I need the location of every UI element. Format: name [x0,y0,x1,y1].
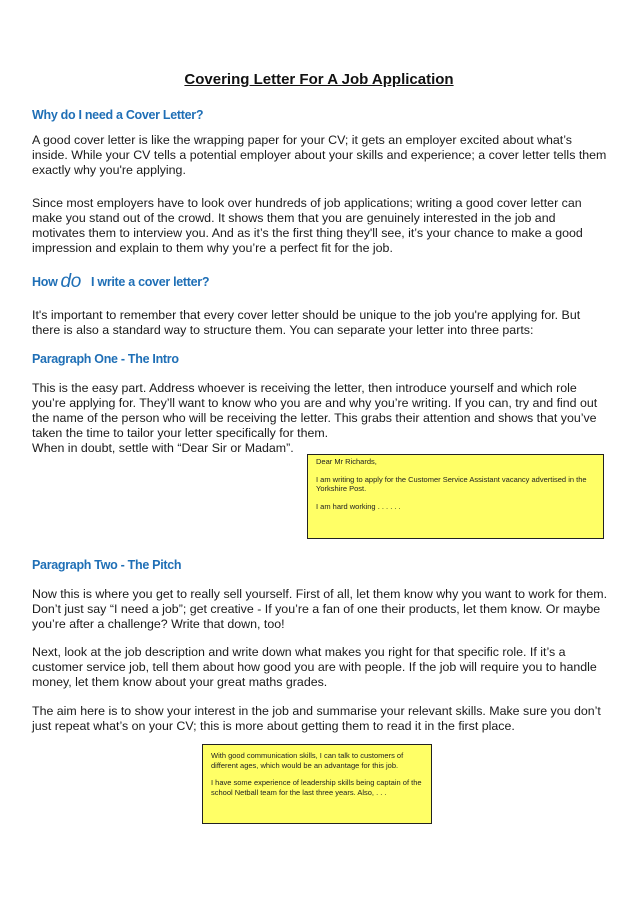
heading-paragraph-two: Paragraph Two - The Pitch [32,558,182,572]
example-note-pitch [202,744,432,824]
paragraph-one-text: This is the easy part. Address whoever is receiving the letter, then introduce yourself and which role you’re applying for. They’ll want to know who you are and why you’re writing. If you can, try and find out the name of the person who will be receiving the letter. This grabs their attention and shows that you’ve taken the time to tailor your letter specifically for them. [32,381,598,440]
heading-why-cover-letter: Why do I need a Cover Letter? [32,108,204,122]
how-heading-start: How [32,275,58,289]
why-paragraph-1: A good cover letter is like the wrapping paper for your CV; it gets an employer excited about what’s inside. While your CV tells a potential employer about your skills and experience; a cover letter tells them exactly why you're applying. [32,133,607,177]
paragraph-two-text-1: Now this is where you get to really sell yourself. First of all, let them know why you want to work for them. Don’t just say “I need a job”; get creative - If you’re a fan of one their products, let them know. Or maybe you’re after a challenge? Write that down, too! [32,587,608,631]
why-paragraph-2: Since most employers have to look over hundreds of job applications; writing a good cover letter can make you stand out of the crowd. It shows them that you are genuinely interested in the job and motivates them to interview you. And as it’s the first thing they'll see, it’s your chance to make a good impression and explain to them why you’re a perfect fit for the job. [32,196,583,255]
how-heading-end: I write a cover letter? [91,275,210,289]
document-title: Covering Letter For A Job Application [184,71,454,88]
how-heading-italic: do [60,271,82,292]
note-intro-line-1: Dear Mr Richards, [316,457,377,466]
paragraph-two-text-3: The aim here is to show your interest in the job and summarise your relevant skills. Make sure you don’t just repeat what’s on your CV; this is more about getting them to read it in the first place. [32,704,601,733]
note-pitch-line-2: I have some experience of leadership skills being captain of the school Netball team for the last three years. Also, . . . [211,778,422,797]
heading-how-write [32,271,209,293]
example-note-intro [307,454,604,539]
note-intro-line-2: I am writing to apply for the Customer Service Assistant vacancy advertised in the Yorkshire Post. [316,474,587,493]
note-pitch-line-1: With good communication skills, I can talk to customers of different ages, which would be an advantage for this job. [211,751,404,770]
paragraph-two-text-2: Next, look at the job description and write down what makes you right for that specific role. If it’s a customer service job, tell them about how good you are with people. If the job will require you to handle money, let them know about your great maths grades. [32,645,597,689]
heading-paragraph-one: Paragraph One - The Intro [32,352,179,366]
how-paragraph: It's important to remember that every cover letter should be unique to the job you're applying for. But there is also a standard way to structure them. You can separate your letter into three parts: [32,308,581,337]
paragraph-one-text-closing: When in doubt, settle with “Dear Sir or Madam”. [32,441,294,455]
note-intro-line-3: I am hard working . . . . . . [316,501,401,511]
